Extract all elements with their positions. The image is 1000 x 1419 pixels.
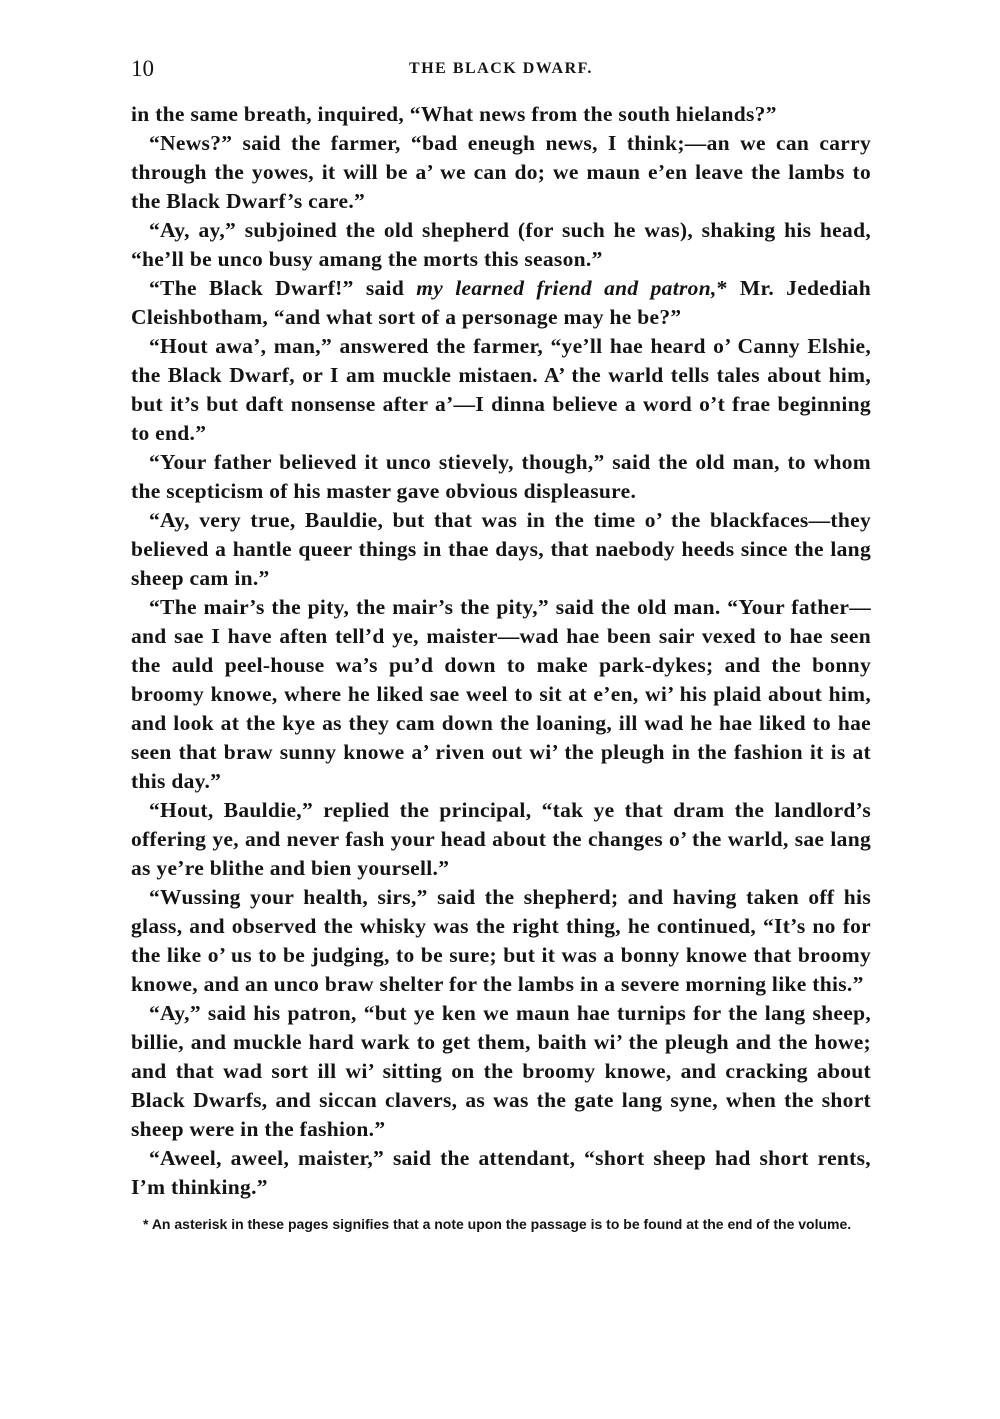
- body-text: [131, 100, 871, 1202]
- italic-phrase: my learned friend and patron,: [416, 276, 717, 300]
- page-number: 10: [131, 56, 154, 81]
- paragraph: “Wussing your health, sirs,” said the shepherd; and having taken off his glass, and observed the whisky was the right thing, he continued, “It’s no for the like o’ us to be judging, to be sure; but it was a bonny knowe that broomy knowe, and an unco braw shelter for the lambs in a severe morning like this.”: [131, 885, 871, 996]
- paragraph: “Ay, very true, Bauldie, but that was in the time o’ the blackfaces—they believed a hantle queer things in thae days, that naebody heeds since the lang sheep cam in.”: [131, 508, 871, 590]
- paragraph: [131, 274, 871, 332]
- paragraph: “News?” said the farmer, “bad eneugh news, I think;—an we can carry through the yowes, it will be a’ we can do; we maun e’en leave the lambs to the Black Dwarf’s care.”: [131, 131, 871, 213]
- paragraph: “The mair’s the pity, the mair’s the pity,” said the old man. “Your father—and sae I have aften tell’d ye, maister—wad hae been sair vexed to hae seen the auld peel-house wa’s pu’d down to make park-dykes; and the bonny broomy knowe, where he liked sae weel to sit at e’en, wi’ his plaid about him, and look at the kye as they cam down the loaning, ill wad he hae liked to hae seen that braw sunny knowe a’ riven out wi’ the pleugh in the fashion it is at this day.”: [131, 595, 871, 793]
- book-page: [131, 56, 871, 1234]
- paragraph: “Your father believed it unco stievely, though,” said the old man, to whom the scepticism of his master gave obvious displeasure.: [131, 450, 871, 503]
- paragraph-text: “The Black Dwarf!” said: [149, 276, 417, 300]
- page-header: [131, 56, 871, 88]
- paragraph: “Ay, ay,” subjoined the old shepherd (for such he was), shaking his head, “he’ll be unco busy amang the morts this season.”: [131, 218, 871, 271]
- paragraph: “Ay,” said his patron, “but ye ken we maun hae turnips for the lang sheep, billie, and muckle hard wark to get them, baith wi’ the pleugh and the howe; and that wad sort ill wi’ sitting on the broomy knowe, and cracking about Black Dwarfs, and siccan clavers, as was the gate lang syne, when the short sheep were in the fashion.”: [131, 1001, 871, 1141]
- running-title: THE BLACK DWARF.: [409, 60, 593, 77]
- paragraph: “Hout, Bauldie,” replied the principal, “tak ye that dram the landlord’s offering ye, and never fash your head about the changes o’ the warld, sae lang as ye’re blithe and bien yoursell.”: [131, 798, 871, 880]
- paragraph: in the same breath, inquired, “What news from the south hielands?”: [131, 102, 777, 126]
- paragraph-text: * Mr. Jedediah Cleishbotham, “and what sort of a personage may he be?”: [131, 276, 871, 329]
- paragraph: “Hout awa’, man,” answered the farmer, “ye’ll hae heard o’ Canny Elshie, the Black Dwarf, or I am muckle mistaen. A’ the warld tells tales about him, but it’s but daft nonsense after a’—I dinna believe a word o’t frae beginning to end.”: [131, 334, 871, 445]
- paragraph: “Aweel, aweel, maister,” said the attendant, “short sheep had short rents, I’m thinking.”: [131, 1146, 871, 1199]
- footnote: * An asterisk in these pages signifies that a note upon the passage is to be found at the end of the volume.: [143, 1216, 852, 1232]
